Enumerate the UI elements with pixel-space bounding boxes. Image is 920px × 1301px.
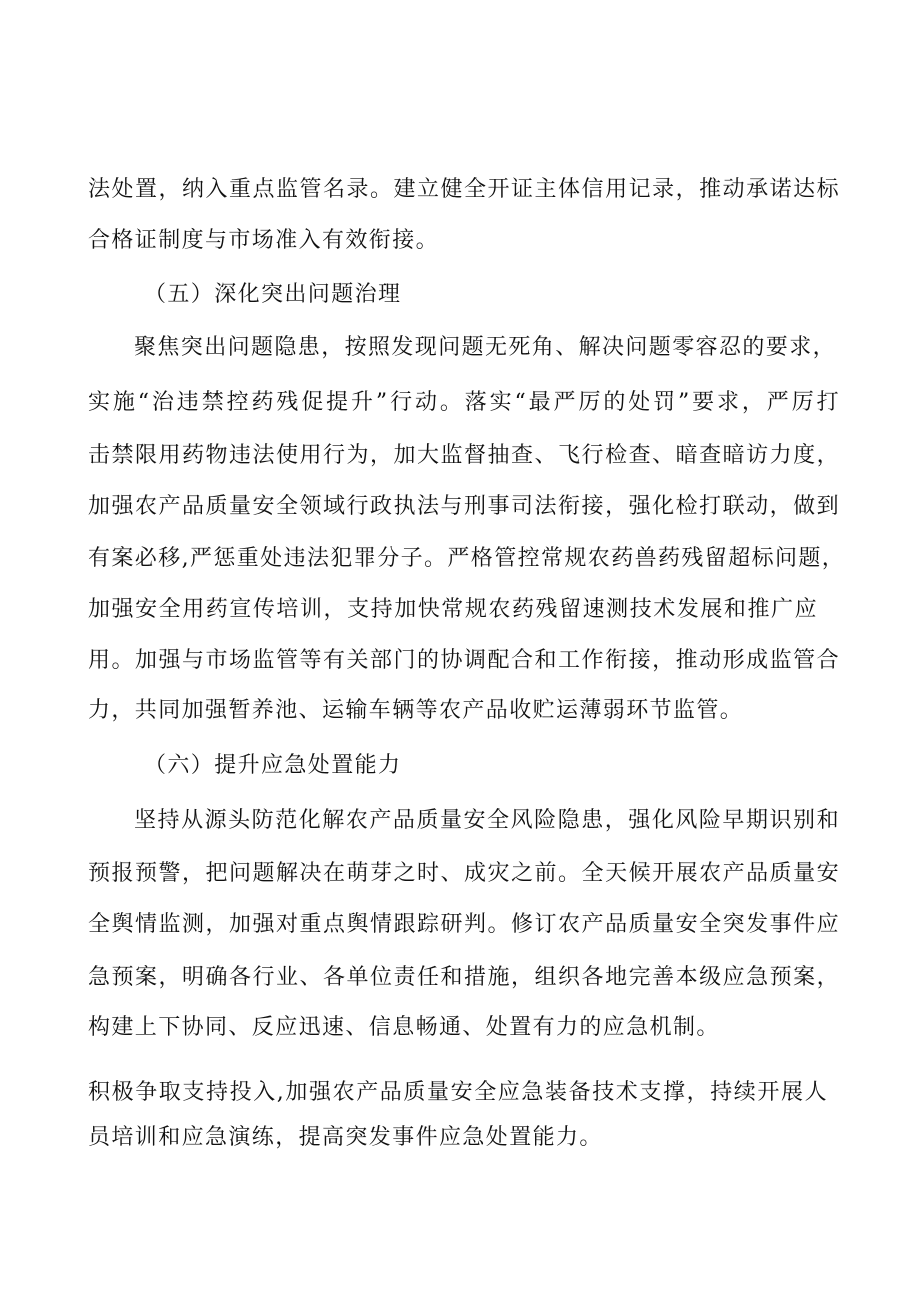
paragraph-line: 积极争取支持投入,加强农产品质量安全应急装备技术支撑，持续开展人 (88, 1080, 828, 1105)
paragraph-line: 合格证制度与市场准入有效衔接。 (88, 228, 440, 253)
paragraph-line: 用。加强与市场监管等有关部门的协调配合和工作衔接，推动形成监管合 (88, 648, 840, 673)
paragraph-line: 急预案，明确各行业、各单位责任和措施，组织各地完善本级应急预案， (88, 965, 840, 990)
paragraph-line: 法处置，纳入重点监管名录。建立健全开证主体信用记录，推动承诺达标 (88, 177, 840, 202)
paragraph-line: 加强安全用药宣传培训，支持加快常规农药残留速测技术发展和推广应 (88, 597, 818, 622)
paragraph-line: 有案必移,严惩重处违法犯罪分子。严格管控常规农药兽药残留超标问题， (88, 546, 846, 571)
paragraph-line: 坚持从源头防范化解农产品质量安全风险隐患，强化风险早期识别和 (134, 808, 840, 833)
paragraph-line: 预报预警，把问题解决在萌芽之时、成灾之前。全天候开展农产品质量安 (88, 861, 840, 886)
paragraph-line: 聚焦突出问题隐患，按照发现问题无死角、解决问题零容忍的要求， (134, 335, 837, 360)
paragraph-line: 加强农产品质量安全领域行政执法与刑事司法衔接，强化检打联动，做到 (88, 494, 840, 519)
paragraph-line: 实施“治违禁控药残促提升”行动。落实“最严厉的处罚”要求，严厉打 (88, 390, 840, 415)
paragraph-line: 员培训和应急演练，提高突发事件应急处置能力。 (88, 1125, 603, 1150)
paragraph-line: 力，共同加强暂养池、运输车辆等农产品收贮运薄弱环节监管。 (88, 698, 744, 723)
paragraph-line: 构建上下协同、反应迅速、信息畅通、处置有力的应急机制。 (88, 1015, 720, 1040)
section-heading: （五）深化突出问题治理 (144, 282, 402, 307)
section-heading: （六）提升应急处置能力 (144, 753, 402, 778)
paragraph-line: 击禁限用药物违法使用行为，加大监督抽查、飞行检查、暗查暗访力度， (88, 443, 840, 468)
paragraph-line: 全舆情监测，加强对重点舆情跟踪研判。修订农产品质量安全突发事件应 (88, 912, 840, 937)
